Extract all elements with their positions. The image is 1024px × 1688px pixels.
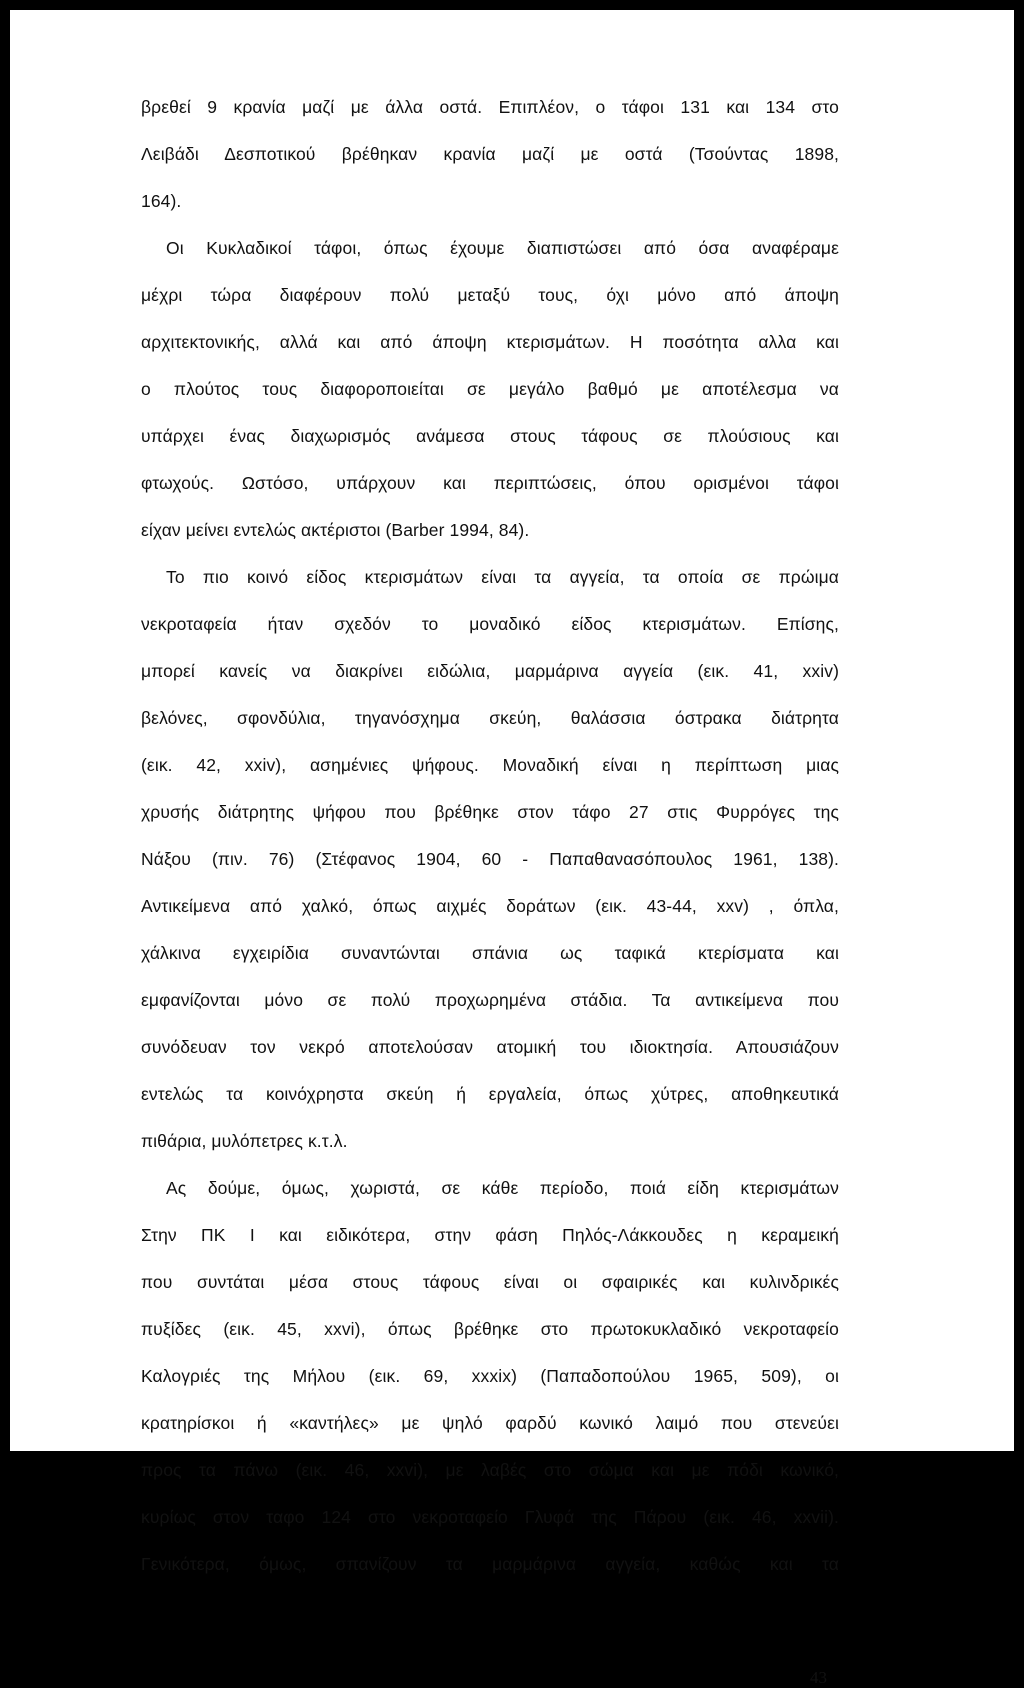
text-line: φτωχούς. Ωστόσο, υπάρχουν και περιπτώσεις, όπου ορισμένοι τάφοι	[141, 473, 839, 493]
text-line: εμφανίζονται μόνο σε πολύ προχωρημένα στάδια. Τα αντικείμενα που	[141, 990, 839, 1010]
text-line: αρχιτεκτονικής, αλλά και από άποψη κτερισμάτων. Η ποσότητα αλλα και	[141, 332, 839, 352]
text-line: Στην ΠΚ Ι και ειδικότερα, στην φάση Πηλός-Λάκκουδες η κεραμεική	[141, 1225, 839, 1245]
text-line: Καλογριές της Μήλου (εικ. 69, xxxix) (Παπαδοπούλου 1965, 509), οι	[141, 1366, 839, 1386]
text-line: Αντικείμενα από χαλκό, όπως αιχμές δοράτων (εικ. 43-44, xxv) , όπλα,	[141, 896, 839, 916]
text-line: χρυσής διάτρητης ψήφου που βρέθηκε στον τάφο 27 στις Φυρρόγες της	[141, 802, 839, 822]
text-line: (εικ. 42, xxiv), ασημένιες ψήφους. Μοναδική είναι η περίπτωση μιας	[141, 755, 839, 775]
text-line: κρατηρίσκοι ή «καντήλες» με ψηλό φαρδύ κωνικό λαιμό που στενεύει	[141, 1413, 839, 1433]
body-text	[141, 84, 839, 1687]
text-line: προς τα πάνω (εικ. 46, xxvi), με λαβές στο σώμα και με πόδι κωνικό,	[141, 1460, 839, 1480]
text-line: κυρίως στον ταφο 124 στο νεκροταφείο Γλυφά της Πάρου (εικ. 46, xxvii).	[141, 1507, 839, 1527]
text-line: Το πιο κοινό είδος κτερισμάτων είναι τα αγγεία, τα οποία σε πρώιμα	[166, 567, 839, 587]
page-number: 43	[810, 1668, 827, 1687]
text-line: πιθάρια, μυλόπετρες κ.τ.λ.	[141, 1131, 348, 1151]
text-line: εντελώς τα κοινόχρηστα σκεύη ή εργαλεία, όπως χύτρες, αποθηκευτικά	[141, 1084, 839, 1104]
text-line: βρεθεί 9 κρανία μαζί με άλλα οστά. Επιπλέον, ο τάφοι 131 και 134 στο	[141, 97, 839, 117]
text-line: νεκροταφεία ήταν σχεδόν το μοναδικό είδος κτερισμάτων. Επίσης,	[141, 614, 839, 634]
text-line: που συντάται μέσα στους τάφους είναι οι σφαιρικές και κυλινδρικές	[141, 1272, 839, 1292]
text-line: βελόνες, σφονδύλια, τηγανόσχημα σκεύη, θαλάσσια όστρακα διάτρητα	[141, 708, 839, 728]
text-line: πυξίδες (εικ. 45, xxvi), όπως βρέθηκε στο πρωτοκυκλαδικό νεκροταφείο	[141, 1319, 839, 1339]
text-line: Νάξου (πιν. 76) (Στέφανος 1904, 60 - Παπαθανασόπουλος 1961, 138).	[141, 849, 839, 869]
text-line: είχαν μείνει εντελώς ακτέριστοι (Barber 1994, 84).	[141, 520, 530, 540]
text-line: Λειβάδι Δεσποτικού βρέθηκαν κρανία μαζί με οστά (Τσούντας 1898,	[141, 144, 839, 164]
text-line: ο πλούτος τους διαφοροποιείται σε μεγάλο βαθμό με αποτέλεσμα να	[141, 379, 839, 399]
text-line: Γενικότερα, όμως, σπανίζουν τα μαρμάρινα αγγεία, καθώς και τα	[141, 1554, 839, 1574]
text-line: υπάρχει ένας διαχωρισμός ανάμεσα στους τάφους σε πλούσιους και	[141, 426, 839, 446]
text-line: Ας δούμε, όμως, χωριστά, σε κάθε περίοδο, ποιά είδη κτερισμάτων	[166, 1178, 839, 1198]
text-line: χάλκινα εγχειρίδια συναντώνται σπάνια ως ταφικά κτερίσματα και	[141, 943, 839, 963]
text-line: μπορεί κανείς να διακρίνει ειδώλια, μαρμάρινα αγγεία (εικ. 41, xxiv)	[141, 661, 839, 681]
text-line: συνόδευαν τον νεκρό αποτελούσαν ατομική του ιδιοκτησία. Απουσιάζουν	[141, 1037, 839, 1057]
text-line: 164).	[141, 191, 182, 211]
text-line: Οι Κυκλαδικοί τάφοι, όπως έχουμε διαπιστώσει από όσα αναφέραμε	[166, 238, 839, 258]
text-line: μέχρι τώρα διαφέρουν πολύ μεταξύ τους, όχι μόνο από άποψη	[141, 285, 839, 305]
